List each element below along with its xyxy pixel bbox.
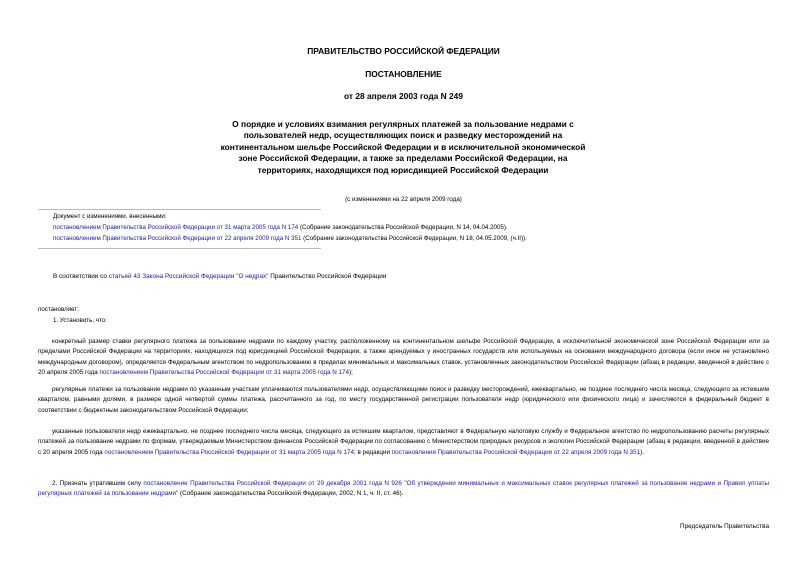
paragraph-text: конкретный размер ставки регулярного платежа за пользование недрами по каждому участку, расположенному на континентальном шельфе Российской Федерации, в исключительной экономической зоне Российской Федерации или за пределами Российской Федерации на территориях, находящихся под юрисдикцией Российской Федерации, а также арендуемых у иностранных государств или используемых на основании международного договора (если иное не установлено международным договором), определяется Федеральным агентством по недропользованию в пределах минимальных и максимальных ставок, установленных законодательством Российской Федерации (абзац в редакции, введенной в действие с 20 апреля 2005 года — [38, 338, 769, 377]
doc-date: от 28 апреля 2003 года N 249 — [344, 91, 463, 101]
amendment-source: (Собрание законодательства Российской Федерации, N 14, 04.04.2005). — [298, 224, 508, 231]
clause-1-paragraph-c — [38, 427, 769, 458]
preamble — [53, 272, 386, 282]
preamble-text: В соответствии со — [53, 273, 109, 280]
repealed-decree-link[interactable]: постановление Правительства Российской Федерации от 29 декабря 2001 года N 926 "Об утверждении минимальных и максимальных ставок регулярных платежей за пользование недрами и Правил уплаты регулярных платежей за пользование недрами" — [38, 480, 769, 498]
org-heading: ПРАВИТЕЛЬСТВО РОССИЙСКОЙ ФЕДЕРАЦИИ — [307, 46, 500, 56]
changes-note: (с изменениями на 22 апреля 2009 года) — [345, 196, 462, 203]
decree-word: постановляет: — [38, 306, 79, 313]
paragraph-text: 2. Признать утратившим силу — [52, 480, 144, 487]
preamble-text: Правительство Российской Федерации — [268, 273, 387, 280]
divider-top — [38, 209, 321, 210]
law-link[interactable]: статьей 43 Закона Российской Федерации "О недрах" — [108, 273, 269, 280]
signature-title: Председатель Правительства — [680, 523, 769, 530]
doc-type-heading: ПОСТАНОВЛЕНИЕ — [365, 69, 442, 79]
paragraph-text: ); — [349, 369, 353, 377]
paragraph-text: указанные пользователи недр ежеквартально, не позднее последнего числа месяца, следующего за истекшим кварталом, представляют в Федеральную налоговую службу и Федеральное агентство по недропользованию расчеты регулярных платежей за пользование недрами по формам, утверждаемым Министерством финансов Российской Федерации по согласованию с Министерством природных ресурсов и экологии Российской Федерации (абзац в редакции, введенной в действие с 20 апреля 2005 года — [38, 428, 769, 456]
divider-bottom — [38, 248, 321, 249]
doc-title: О порядке и условиях взимания регулярных платежей за пользование недрами с пользователей недр, осуществляющих поиск и разведку месторождений на континентальном шельфе Российской Федерации и в исключительной экономической зоне Российской Федерации, а также за пределами Российской Федерации, на территориях, находящихся под юрисдикцией Российской Федерации — [220, 119, 586, 175]
amendment-source: (Собрание законодательства Российской Федерации, N 18, 04.05.2009, (ч.II)). — [301, 235, 527, 242]
amendment-link-2009[interactable]: постановления Правительства Российской Федерации от 22 апреля 2009 года N 351 — [391, 448, 641, 456]
amendment-link-2005[interactable]: постановлением Правительства Российской Федерации от 31 марта 2005 года N 174 — [99, 369, 350, 377]
amendment-link-2005[interactable]: постановлением Правительства Российской Федерации от 31 марта 2005 года N 174 — [104, 448, 354, 456]
paragraph-text: ). — [640, 448, 645, 456]
amendment-item — [53, 234, 527, 244]
paragraph-text: ; в редакции — [353, 448, 392, 456]
clause-1-paragraph-b — [38, 385, 769, 416]
clause-2-paragraph — [38, 479, 769, 500]
paragraph-text: регулярные платежи за пользование недрами по указанным участкам уплачиваются пользователями недр, осуществляющими поиск и разведку месторождений, ежеквартально, не позднее последнего числа месяца, следующего за истекшим кварталом, равными долями, в размере одной четвертой суммы платежа, рассчитанного за год, по месту государственной регистрации пользователя недр (юридического или физического лица) и зачисляются в федеральный бюджет в соответствии с бюджетным законодательством Российской Федерации; — [38, 386, 769, 414]
amendment-link-2005[interactable]: постановлением Правительства Российской Федерации от 31 марта 2005 года N 174 — [53, 224, 299, 231]
clause-1-paragraph-a — [38, 337, 769, 379]
clause-1-heading: 1. Установить, что: — [53, 317, 107, 324]
amendment-item — [53, 223, 508, 233]
amendment-link-2009[interactable]: постановлением Правительства Российской Федерации от 22 апреля 2009 года N 351 — [53, 235, 302, 242]
amendments-intro: Документ с изменениями, внесенными: — [53, 213, 167, 220]
paragraph-text: (Собрание законодательства Российской Федерации, 2002, N 1, ч. II, ст. 46). — [178, 490, 404, 498]
